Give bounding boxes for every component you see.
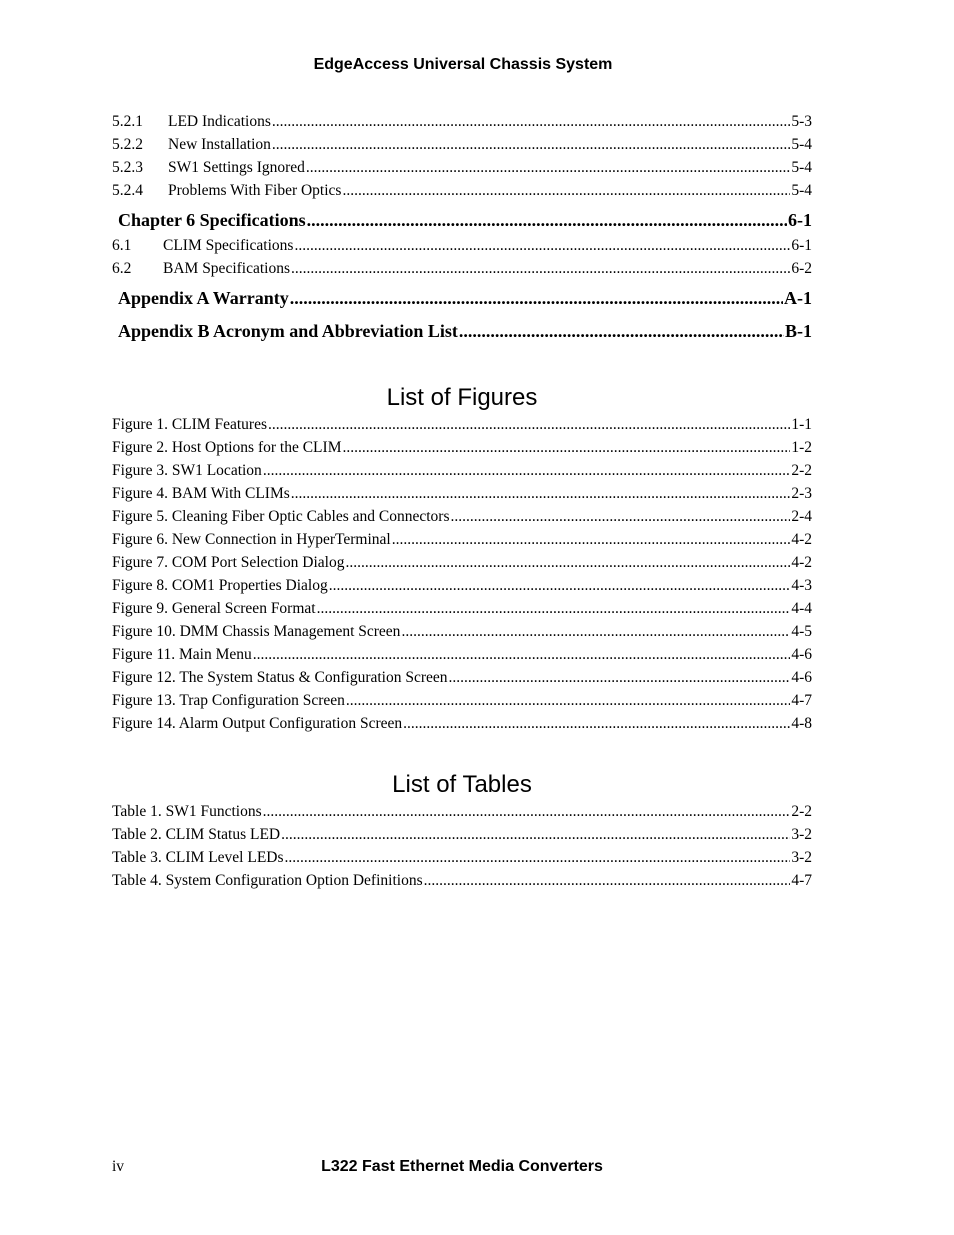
- toc-section-5-list: [112, 110, 812, 202]
- dot-leader: [342, 436, 790, 459]
- toc-entry[interactable]: [112, 257, 812, 280]
- figure-entry[interactable]: [112, 528, 812, 551]
- dot-leader: [329, 574, 791, 597]
- toc-appendix-a: [112, 282, 812, 314]
- figure-entry[interactable]: [112, 459, 812, 482]
- toc-appendix-entry[interactable]: [112, 315, 812, 347]
- dot-leader: [272, 133, 790, 156]
- dot-leader: [401, 620, 790, 643]
- table-title: Table 1. SW1 Functions: [112, 803, 262, 820]
- figure-page: 4-5: [791, 623, 812, 640]
- list-of-figures: [112, 413, 812, 735]
- dot-leader: [424, 869, 791, 892]
- dot-leader: [272, 110, 790, 133]
- figure-title: Figure 12. The System Status & Configuration Screen: [112, 669, 448, 686]
- dot-leader: [291, 257, 790, 280]
- dot-leader: [306, 156, 790, 179]
- figure-entry[interactable]: [112, 482, 812, 505]
- table-entry[interactable]: [112, 823, 812, 846]
- toc-entry-title: SW1 Settings Ignored: [168, 159, 305, 176]
- table-entry[interactable]: [112, 846, 812, 869]
- figure-entry[interactable]: [112, 712, 812, 735]
- figure-entry[interactable]: [112, 597, 812, 620]
- table-page: 2-2: [791, 803, 812, 820]
- toc-chapter-title: Chapter 6 Specifications: [118, 210, 306, 230]
- table-entry[interactable]: [112, 869, 812, 892]
- figure-page: 4-6: [791, 646, 812, 663]
- toc-chapter-6: [112, 204, 812, 236]
- toc-entry-page: 6-2: [791, 260, 812, 277]
- dot-leader: [253, 643, 791, 666]
- toc-entry-title: Problems With Fiber Optics: [168, 182, 342, 199]
- figure-page: 4-3: [791, 577, 812, 594]
- figure-title: Figure 14. Alarm Output Configuration Screen: [112, 715, 403, 732]
- footer-page-number: iv: [112, 1158, 125, 1175]
- figure-entry[interactable]: [112, 413, 812, 436]
- dot-leader: [307, 204, 787, 236]
- table-title: Table 4. System Configuration Option Definitions: [112, 872, 423, 889]
- figure-page: 4-6: [791, 669, 812, 686]
- toc-entry[interactable]: [112, 110, 812, 133]
- toc-appendix-title: Appendix A Warranty: [118, 288, 289, 308]
- toc-entry-title: BAM Specifications: [163, 260, 290, 277]
- figure-entry[interactable]: [112, 505, 812, 528]
- dot-leader: [346, 551, 791, 574]
- figure-page: 4-2: [791, 531, 812, 548]
- toc-entry-number: 5.2.2: [112, 136, 143, 153]
- figure-entry[interactable]: [112, 689, 812, 712]
- toc-entry-page: 5-4: [791, 136, 812, 153]
- toc-entry-page: 5-4: [791, 182, 812, 199]
- figure-entry[interactable]: [112, 574, 812, 597]
- running-footer: [112, 1158, 812, 1180]
- toc-chapter-entry[interactable]: [112, 204, 812, 236]
- toc-section-6-list: [112, 234, 812, 280]
- toc-chapter-page: 6-1: [788, 210, 812, 230]
- dot-leader: [291, 482, 791, 505]
- toc-entry-number: 5.2.4: [112, 182, 143, 199]
- dot-leader: [263, 459, 791, 482]
- dot-leader: [392, 528, 791, 551]
- figure-entry[interactable]: [112, 620, 812, 643]
- figure-title: Figure 11. Main Menu: [112, 646, 252, 663]
- dot-leader: [346, 689, 790, 712]
- figure-title: Figure 1. CLIM Features: [112, 416, 267, 433]
- figure-page: 4-7: [791, 692, 812, 709]
- toc-entry-number: 5.2.1: [112, 113, 143, 130]
- figure-entry[interactable]: [112, 643, 812, 666]
- dot-leader: [294, 234, 790, 257]
- list-of-tables-heading: List of Tables: [392, 771, 532, 798]
- figure-title: Figure 3. SW1 Location: [112, 462, 262, 479]
- list-of-figures-heading: List of Figures: [386, 384, 538, 411]
- dot-leader: [285, 846, 791, 869]
- toc-entry[interactable]: [112, 156, 812, 179]
- toc-entry-title: CLIM Specifications: [163, 237, 294, 254]
- toc-appendix-page: A-1: [784, 288, 812, 308]
- dot-leader: [281, 823, 790, 846]
- table-title: Table 3. CLIM Level LEDs: [112, 849, 284, 866]
- toc-appendix-b: [112, 315, 812, 347]
- toc-appendix-page: B-1: [785, 321, 812, 341]
- list-of-tables: [112, 800, 812, 892]
- toc-entry-number: 5.2.3: [112, 159, 143, 176]
- figure-entry[interactable]: [112, 551, 812, 574]
- toc-entry-number: 6.2: [112, 260, 132, 277]
- toc-entry[interactable]: [112, 179, 812, 202]
- toc-entry[interactable]: [112, 133, 812, 156]
- footer-title: L322 Fast Ethernet Media Converters: [321, 1158, 603, 1175]
- dot-leader: [268, 413, 790, 436]
- toc-entry-number: 6.1: [112, 237, 132, 254]
- figure-page: 2-3: [791, 485, 812, 502]
- table-page: 3-2: [791, 849, 812, 866]
- figure-title: Figure 13. Trap Configuration Screen: [112, 692, 345, 709]
- figure-title: Figure 7. COM Port Selection Dialog: [112, 554, 345, 571]
- dot-leader: [317, 597, 791, 620]
- table-title: Table 2. CLIM Status LED: [112, 826, 281, 843]
- running-header: EdgeAccess Universal Chassis System: [313, 56, 613, 73]
- dot-leader: [403, 712, 790, 735]
- figure-title: Figure 8. COM1 Properties Dialog: [112, 577, 328, 594]
- figure-title: Figure 2. Host Options for the CLIM: [112, 439, 342, 456]
- toc-entry-page: 5-4: [791, 159, 812, 176]
- figure-page: 4-8: [791, 715, 812, 732]
- figure-page: 2-2: [791, 462, 812, 479]
- figure-title: Figure 6. New Connection in HyperTerminal: [112, 531, 391, 548]
- figure-page: 4-4: [791, 600, 812, 617]
- dot-leader: [290, 282, 783, 314]
- table-entry[interactable]: [112, 800, 812, 823]
- figure-page: 1-1: [791, 416, 812, 433]
- toc-entry-page: 6-1: [791, 237, 812, 254]
- toc-appendix-entry[interactable]: [112, 282, 812, 314]
- toc-entry-title: LED Indications: [168, 113, 271, 130]
- dot-leader: [459, 315, 784, 347]
- figure-title: Figure 9. General Screen Format: [112, 600, 316, 617]
- figure-entry[interactable]: [112, 666, 812, 689]
- toc-entry[interactable]: [112, 234, 812, 257]
- figure-title: Figure 10. DMM Chassis Management Screen: [112, 623, 401, 640]
- figure-title: Figure 5. Cleaning Fiber Optic Cables and Connectors: [112, 508, 450, 525]
- dot-leader: [263, 800, 791, 823]
- figure-page: 2-4: [791, 508, 812, 525]
- table-page: 3-2: [791, 826, 812, 843]
- dot-leader: [451, 505, 791, 528]
- figure-entry[interactable]: [112, 436, 812, 459]
- toc-entry-page: 5-3: [791, 113, 812, 130]
- toc-appendix-title: Appendix B Acronym and Abbreviation List: [118, 321, 458, 341]
- figure-page: 1-2: [791, 439, 812, 456]
- figure-page: 4-2: [791, 554, 812, 571]
- dot-leader: [342, 179, 790, 202]
- dot-leader: [449, 666, 791, 689]
- figure-title: Figure 4. BAM With CLIMs: [112, 485, 290, 502]
- table-page: 4-7: [791, 872, 812, 889]
- toc-entry-title: New Installation: [168, 136, 271, 153]
